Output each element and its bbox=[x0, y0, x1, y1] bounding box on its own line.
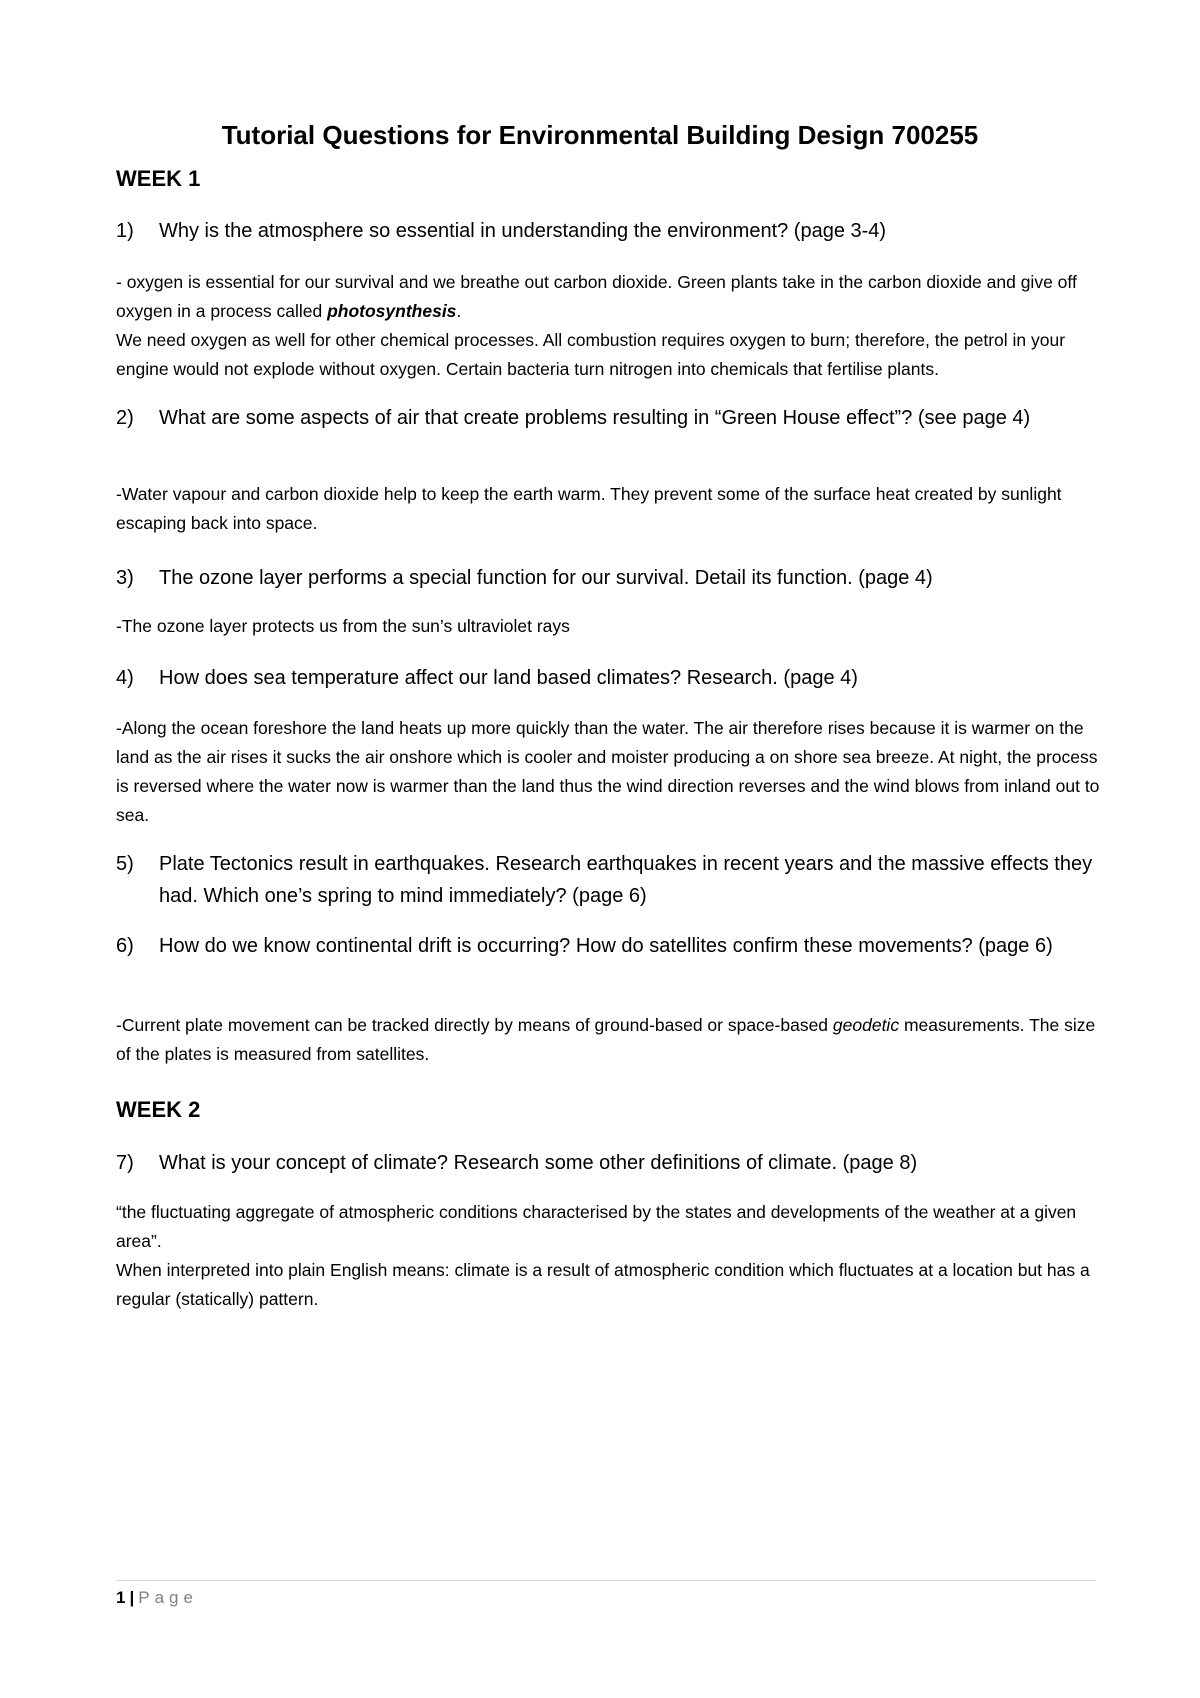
question-5 bbox=[116, 848, 1096, 912]
page-number: 1 bbox=[116, 1588, 126, 1607]
answer-text: -Current plate movement can be tracked directly by means of ground-based or space-based bbox=[116, 1015, 833, 1035]
question-6 bbox=[116, 930, 1096, 962]
emphasized-term: geodetic bbox=[832, 1015, 900, 1035]
answer-paragraph: -Water vapour and carbon dioxide help to keep the earth warm. They prevent some of the surface heat created by sunlight escaping back into space. bbox=[116, 484, 1062, 533]
question-text: Why is the atmosphere so essential in understanding the environment? (page 3-4) bbox=[159, 220, 887, 242]
answer-2 bbox=[116, 480, 1106, 538]
question-number: 5) bbox=[116, 853, 134, 875]
question-text: How does sea temperature affect our land based climates? Research. (page 4) bbox=[159, 667, 858, 689]
answer-1 bbox=[116, 268, 1106, 384]
answer-6 bbox=[116, 1011, 1106, 1069]
question-text: Plate Tectonics result in earthquakes. Research earthquakes in recent years and the massive effects they had. Which one’s spring to mind immediately? (page 6) bbox=[159, 853, 1093, 907]
emphasized-term: photosynthesis bbox=[327, 301, 457, 321]
answer-text: measurements. The size of the plates is measured from satellites. bbox=[116, 1015, 1096, 1064]
week-heading: WEEK 2 bbox=[116, 1097, 201, 1122]
week-heading: WEEK 1 bbox=[116, 166, 201, 191]
answer-paragraph: -The ozone layer protects us from the sun’s ultraviolet rays bbox=[116, 616, 570, 636]
question-number: 1) bbox=[116, 220, 134, 242]
answer-text: . bbox=[456, 301, 462, 321]
question-3 bbox=[116, 562, 1096, 594]
answer-paragraph bbox=[116, 268, 1106, 326]
question-text: How do we know continental drift is occurring? How do satellites confirm these movements? (page 6) bbox=[159, 935, 1053, 957]
answer-4 bbox=[116, 714, 1106, 830]
question-4 bbox=[116, 662, 1096, 694]
page-footer bbox=[116, 1586, 198, 1610]
question-number: 3) bbox=[116, 567, 134, 589]
answer-3 bbox=[116, 612, 1106, 641]
question-number: 7) bbox=[116, 1152, 134, 1174]
footer-separator: | bbox=[129, 1588, 135, 1607]
question-text: What is your concept of climate? Research some other definitions of climate. (page 8) bbox=[159, 1152, 918, 1174]
answer-7 bbox=[116, 1198, 1106, 1314]
footer-divider bbox=[116, 1580, 1096, 1581]
answer-paragraph: “the fluctuating aggregate of atmospheric conditions characterised by the states and developments of the weather at a given area”. bbox=[116, 1202, 1077, 1251]
question-number: 4) bbox=[116, 667, 134, 689]
question-number: 2) bbox=[116, 407, 134, 429]
answer-paragraph bbox=[116, 1011, 1106, 1069]
page-label: Page bbox=[138, 1588, 198, 1607]
question-number: 6) bbox=[116, 935, 134, 957]
question-7 bbox=[116, 1147, 1096, 1179]
document-title: Tutorial Questions for Environmental Building Design 700255 bbox=[221, 120, 979, 150]
answer-paragraph: -Along the ocean foreshore the land heats up more quickly than the water. The air therefore rises because it is warmer on the land as the air rises it sucks the air onshore which is cooler and moister producing a on shore sea breeze. At night, the process is reversed where the water now is warmer than the land thus the wind direction reverses and the wind blows from inland out to sea. bbox=[116, 718, 1100, 825]
question-2 bbox=[116, 402, 1096, 434]
answer-paragraph: We need oxygen as well for other chemical processes. All combustion requires oxygen to burn; therefore, the petrol in your engine would not explode without oxygen. Certain bacteria turn nitrogen into chemicals that fertilise plants. bbox=[116, 330, 1066, 379]
question-text: What are some aspects of air that create problems resulting in “Green House effect”? (see page 4) bbox=[159, 407, 1031, 429]
answer-paragraph: When interpreted into plain English means: climate is a result of atmospheric condition which fluctuates at a location but has a regular (statically) pattern. bbox=[116, 1260, 1090, 1309]
question-1 bbox=[116, 215, 1096, 247]
answer-text: - oxygen is essential for our survival and we breathe out carbon dioxide. Green plants take in the carbon dioxide and give off oxygen in a process called bbox=[116, 272, 1077, 321]
question-text: The ozone layer performs a special function for our survival. Detail its function. (page 4) bbox=[159, 567, 933, 589]
